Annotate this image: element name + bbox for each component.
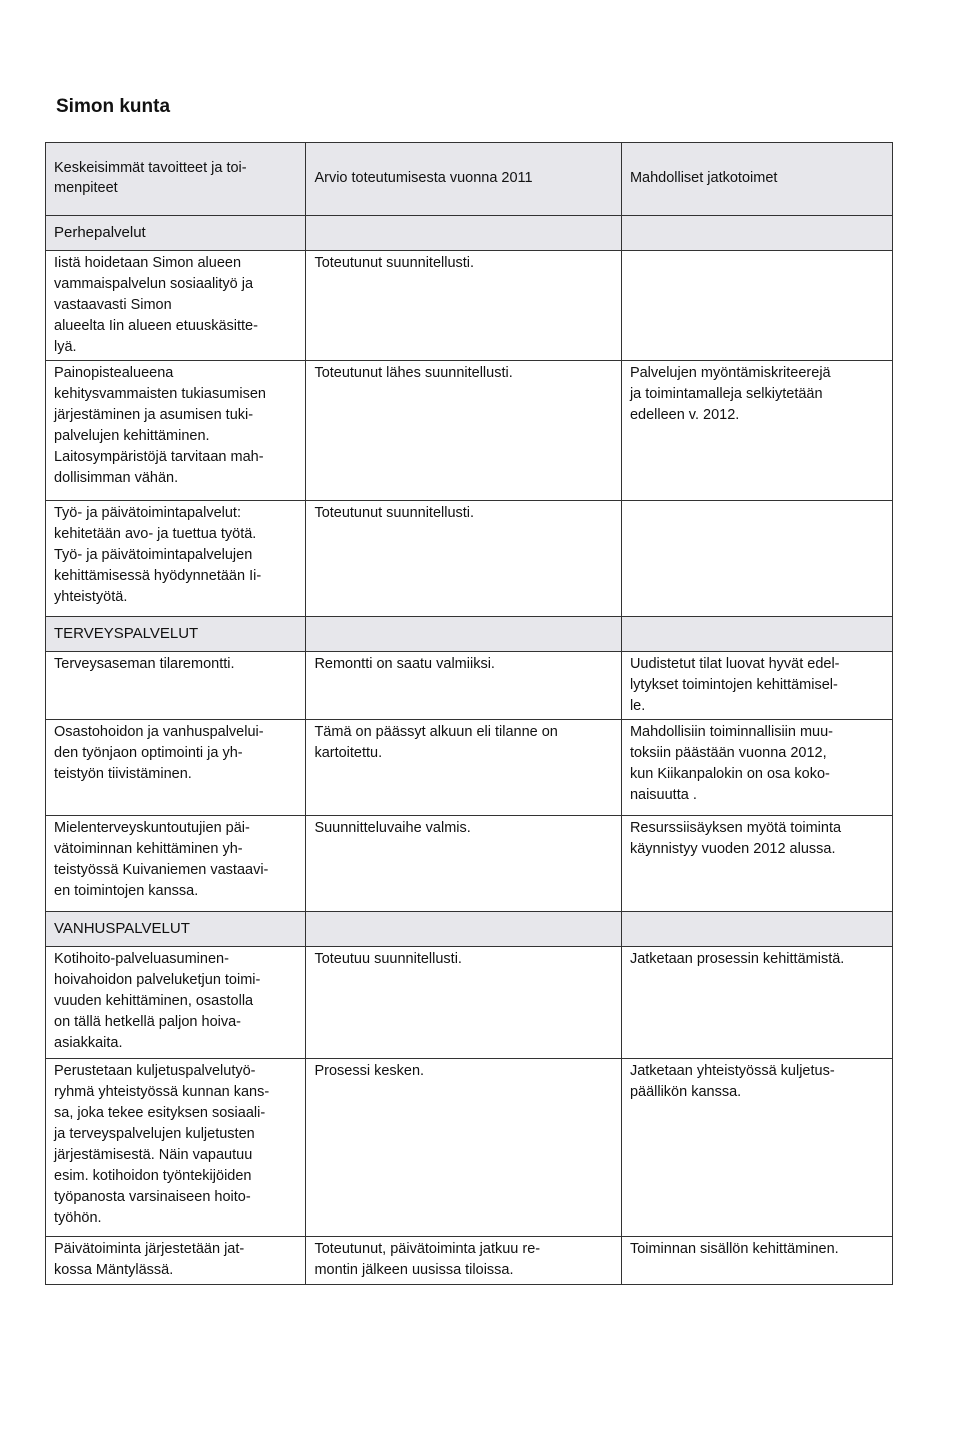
next-cell	[621, 501, 892, 617]
assessment-cell: Toteutunut, päivätoiminta jatkuu re- montin jälkeen uusissa tiloissa.	[306, 1237, 622, 1285]
goal-cell: Osastohoidon ja vanhuspalvelui- den työnjaon optimointi ja yh- teistyön tiivistäminen.	[46, 720, 306, 816]
next-cell: Palvelujen myöntämiskriteerejä ja toimintamalleja selkiytetään edelleen v. 2012.	[621, 361, 892, 501]
assessment-cell: Suunnitteluvaihe valmis.	[306, 816, 622, 912]
next-cell: Uudistetut tilat luovat hyvät edel- lytykset toimintojen kehittämisel- le.	[621, 652, 892, 720]
next-cell: Jatketaan prosessin kehittämistä.	[621, 947, 892, 1059]
assessment-cell: Tämä on päässyt alkuun eli tilanne on kartoitettu.	[306, 720, 622, 816]
section-row-terveyspalvelut	[46, 617, 893, 652]
header-goals: Keskeisimmät tavoitteet ja toi- menpiteet	[46, 143, 306, 216]
section-label: Perhepalvelut	[46, 216, 306, 251]
assessment-cell: Remontti on saatu valmiiksi.	[306, 652, 622, 720]
goal-cell: Päivätoiminta järjestetään jat- kossa Mäntylässä.	[46, 1237, 306, 1285]
section-row-vanhuspalvelut	[46, 912, 893, 947]
goal-cell: Perustetaan kuljetuspalvelutyö- ryhmä yhteistyössä kunnan kans- sa, joka tekee esityksen sosiaali- ja terveyspalvelujen kuljetusten järjestämisestä. Näin vapautuu esim. kotihoidon työntekijöiden työpanosta varsinaiseen hoito- työhön.	[46, 1059, 306, 1237]
section-empty-cell	[621, 912, 892, 947]
table-row	[46, 251, 893, 361]
section-empty-cell	[621, 617, 892, 652]
next-cell: Resurssiisäyksen myötä toiminta käynnistyy vuoden 2012 alussa.	[621, 816, 892, 912]
section-empty-cell	[306, 216, 622, 251]
table-row	[46, 1237, 893, 1285]
goal-cell: Painopistealueena kehitysvammaisten tukiasumisen järjestäminen ja asumisen tuki- palvelujen kehittäminen. Laitosympäristöjä tarvitaan mah- dollisimman vähän.	[46, 361, 306, 501]
table-row	[46, 361, 893, 501]
next-cell	[621, 251, 892, 361]
assessment-cell: Toteutuu suunnitellusti.	[306, 947, 622, 1059]
section-empty-cell	[621, 216, 892, 251]
next-cell: Toiminnan sisällön kehittäminen.	[621, 1237, 892, 1285]
section-label: TERVEYSPALVELUT	[46, 617, 306, 652]
header-next-actions: Mahdolliset jatkotoimet	[621, 143, 892, 216]
next-cell: Jatketaan yhteistyössä kuljetus- päällikön kanssa.	[621, 1059, 892, 1237]
assessment-cell: Toteutunut lähes suunnitellusti.	[306, 361, 622, 501]
table-row	[46, 947, 893, 1059]
goal-cell: Iistä hoidetaan Simon alueen vammaispalvelun sosiaalityö ja vastaavasti Simon alueelta Iin alueen etuuskäsitte- lyä.	[46, 251, 306, 361]
goal-cell: Kotihoito-palveluasuminen- hoivahoidon palveluketjun toimi- vuuden kehittäminen, osastolla on tällä hetkellä paljon hoiva- asiakkaita.	[46, 947, 306, 1059]
plan-table	[45, 142, 893, 1285]
table-row	[46, 720, 893, 816]
next-cell: Mahdollisiin toiminnallisiin muu- toksiin päästään vuonna 2012, kun Kiikanpalokin on osa koko- naisuutta .	[621, 720, 892, 816]
assessment-cell: Prosessi kesken.	[306, 1059, 622, 1237]
section-row-perhepalvelut	[46, 216, 893, 251]
table-header-row	[46, 143, 893, 216]
assessment-cell: Toteutunut suunnitellusti.	[306, 501, 622, 617]
goal-cell: Työ- ja päivätoimintapalvelut: kehitetään avo- ja tuettua työtä. Työ- ja päivätoimintapalvelujen kehittämisessä hyödynnetään Ii- yhteistyötä.	[46, 501, 306, 617]
header-assessment: Arvio toteutumisesta vuonna 2011	[306, 143, 622, 216]
goal-cell: Mielenterveyskuntoutujien päi- vätoiminnan kehittäminen yh- teistyössä Kuivaniemen vastaavi- en toimintojen kanssa.	[46, 816, 306, 912]
page-title: Simon kunta	[56, 96, 171, 117]
section-empty-cell	[306, 617, 622, 652]
section-empty-cell	[306, 912, 622, 947]
section-label: VANHUSPALVELUT	[46, 912, 306, 947]
table-row	[46, 816, 893, 912]
assessment-cell: Toteutunut suunnitellusti.	[306, 251, 622, 361]
goal-cell: Terveysaseman tilaremontti.	[46, 652, 306, 720]
table-row	[46, 652, 893, 720]
table-row	[46, 1059, 893, 1237]
table-row	[46, 501, 893, 617]
